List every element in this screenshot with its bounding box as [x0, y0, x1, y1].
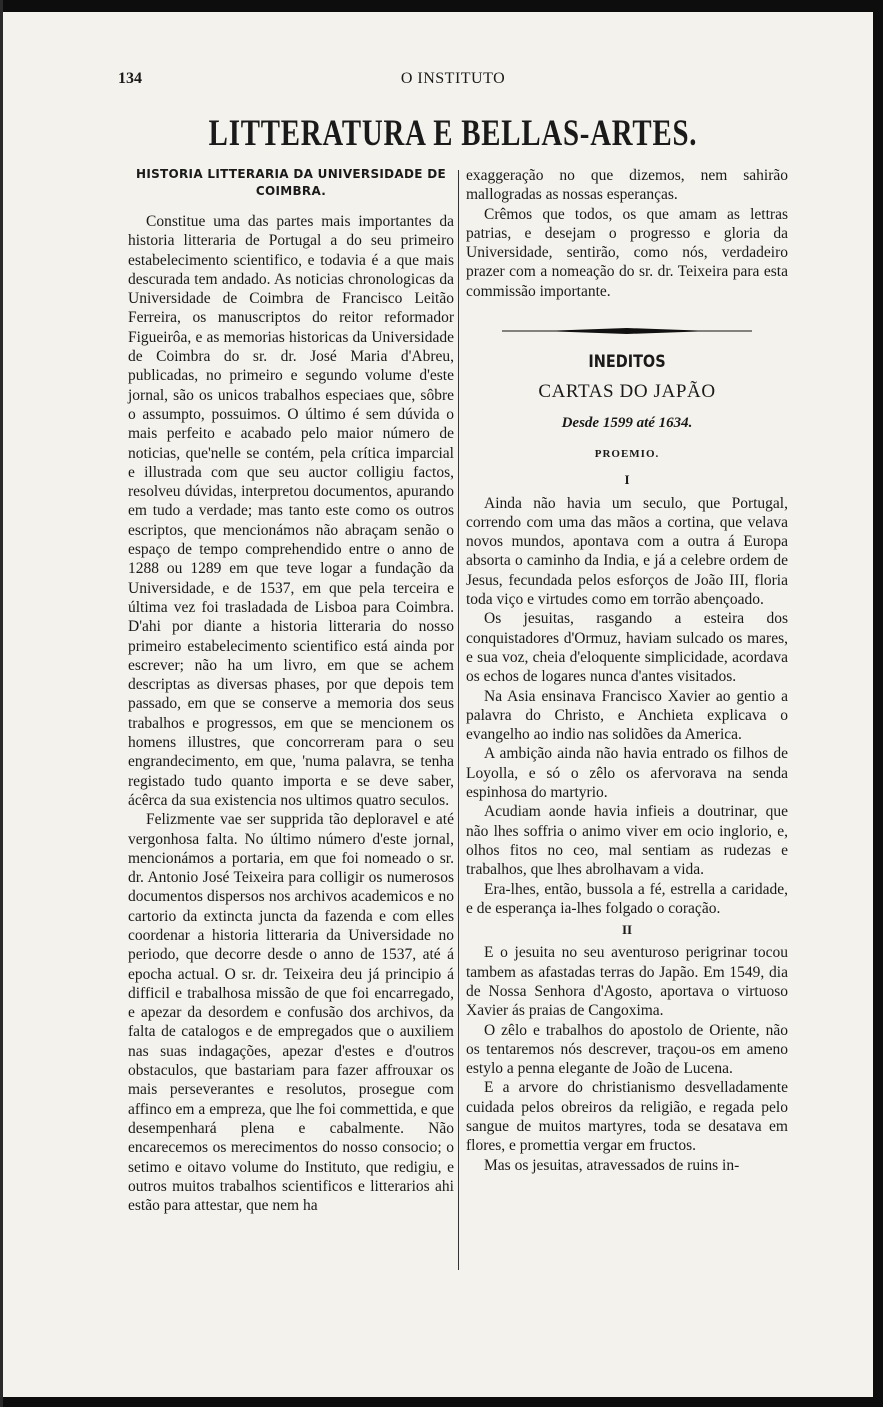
date-range: Desde 1599 até 1634. — [561, 414, 693, 431]
scan-border-right — [873, 0, 883, 1407]
paragraph: E a arvore do christianismo desvelladamente cuidada pelos obreiros da religião, e regada pelo sangue de muitos martyres, toda se desatava em flores, e promettia vergar em fructos. — [466, 1079, 788, 1155]
proemio-label: PROEMIO. — [594, 447, 660, 460]
right-column — [466, 166, 788, 1175]
paragraph: Ainda não havia um seculo, que Portugal, correndo com uma das mãos a cortina, que velava novos mundos, apontava com a outra á Europa absorta o caminho da India, e já a celebre ordem de Jesus, fecundada pelos esforços de João III, floria toda viço e virtudes como em torrão abençoado. — [466, 494, 788, 609]
paragraph: Felizmente vae ser supprida tão deploravel e até vergonhosa falta. No último número d'este jornal, mencionámos a portaria, em que foi nomeado o sr. dr. Antonio José Teixeira para colligir os numerosos documentos dispersos nos archivos academicos e no cartorio da extincta juncta da fazenda e com elles coordenar a historia litteraria da Universidade no periodo, que decorre desde o anno de 1537, até á epocha actual. O sr. dr. Teixeira deu já principio á difficil e trabalhosa missão de que foi encarregado, e apezar da desordem e confusão dos archivos, da falta de catalogos e de empregados que o auxiliem nas suas indagações, apezar d'estes e d'outros obstaculos, que bastariam para fazer affrouxar os mais perseverantes e resolutos, prosegue com affinco em a empreza, que lhe foi commettida, e que desempenhará plena e cabalmente. Não encarecemos os merecimentos do nosso consocio; o setimo e oitavo volume do Instituto, que redigiu, e outros muitos trabalhos scientificos e litterarios ahi estão para attestar, que nem ha — [128, 811, 454, 1215]
paragraph: Constitue uma das partes mais importantes da historia litteraria de Portugal a do seu primeiro estabelecimento scientifico, e todavia é a que mais descurada tem andado. As noticias chronologicas da Universidade de Coimbra de Francisco Leitão Ferreira, os manuscriptos do reitor reformador Figueirôa, e as memorias historicas da Universidade de Coimbra do sr. dr. José Maria d'Abreu, publicadas, no primeiro e segundo volume d'este jornal, são os unicos trabalhos especiaes que, sôbre o assumpto, possuimos. O último é sem dúvida o mais perfeito e acabado pelo maior número de noticias, que'nelle se contém, pela crítica imparcial e illustrada com que seu auctor colligiu factos, resolveu dúvidas, interpretou documentos, apurando em tudo a verdade; mas tanto este como os outros escriptos, que mencionámos não abraçam senão o espaço de tempo comprehendido entre o anno de 1288 ou 1289 em que teve logar a fundação da Universidade, e de 1537, em que pela terceira e última vez foi trasladada de Lisboa para Coimbra. D'ahi por diante a historia litteraria do nosso primeiro estabelecimento scientifico está ainda por escrever; não ha um livro, em que se achem descriptas as diversas phases, por que depois tem passado, em que se conserve a memoria dos seus trabalhos e progressos, em que se mencionem os homens illustres, que concorreram para o seu engrandecimento, em que, 'numa palavra, se tenha registado tudo quanto importa e se deve saber, ácêrca da sua existencia nos ultimos quatro seculos. — [128, 213, 454, 809]
inediti-heading: INEDITOS — [588, 352, 666, 373]
paragraph: Era-lhes, então, bussola a fé, estrella a caridade, e de esperança ia-lhes folgado o coração. — [466, 880, 788, 917]
column-divider — [458, 170, 459, 1270]
scan-border-bottom — [0, 1397, 883, 1407]
page-number: 134 — [118, 70, 142, 87]
section-numeral: I — [624, 472, 630, 488]
ornamental-rule — [502, 327, 752, 335]
paragraph: Acudiam aonde havia infieis a doutrinar, que não lhes soffria o animo viver em ocio inglorio, e, olhos fitos no ceo, mal sentiam as rudezas e trabalhos, que lhes abrolhavam a vida. — [466, 803, 788, 879]
paragraph: exaggeração no que dizemos, nem sahirão mallogradas as nossas esperanças. — [466, 167, 788, 204]
paragraph: Crêmos que todos, os que amam as lettras patrias, e desejam o progresso e gloria da Universidade, sentirão, como nós, verdadeiro prazer com a nomeação do sr. dr. Teixeira para esta commissão importante. — [466, 205, 788, 300]
left-column — [128, 166, 454, 1215]
paragraph: E o jesuita no seu aventuroso perigrinar tocou tambem as afastadas terras do Japão. Em 1549, dia de Nossa Senhora d'Agosto, aportava o virtuoso Xavier ás praias de Cangoxima. — [466, 944, 788, 1020]
cartas-title: CARTAS DO JAPÃO — [538, 381, 716, 403]
paragraph: Na Asia ensinava Francisco Xavier ao gentio a palavra do Christo, e Anchieta explicava o evangelho ao indio nas solidões da America. — [466, 687, 788, 744]
ornamental-rule-icon — [502, 327, 752, 335]
scan-border-left — [0, 0, 3, 1407]
paragraph: Os jesuitas, rasgando a esteira dos conquistadores d'Ormuz, haviam sulcado os mares, e sua voz, cheia d'eloquente simplicidade, acordava os echos de logares nunca d'antes visitados. — [466, 610, 788, 686]
journal-title: O INSTITUTO — [400, 70, 506, 87]
section-title: LITTERATURA E BELLAS-ARTES. — [208, 113, 698, 154]
paragraph: Mas os jesuitas, atravessados de ruins in- — [484, 1156, 740, 1174]
scan-border-top — [0, 0, 883, 12]
paragraph: A ambição ainda não havia entrado os filhos de Loyolla, e só o zêlo os afervorava na senda espinhosa do martyrio. — [466, 745, 788, 802]
article-heading: HISTORIA LITTERARIA DA UNIVERSIDADE DE COIMBRA. — [135, 167, 446, 198]
running-head — [118, 70, 788, 94]
paragraph: O zêlo e trabalhos do apostolo de Oriente, não os tentaremos nós descrever, traçou-os em ameno estylo a penna elegante de João de Lucena. — [466, 1021, 788, 1078]
section-numeral: II — [621, 922, 633, 938]
